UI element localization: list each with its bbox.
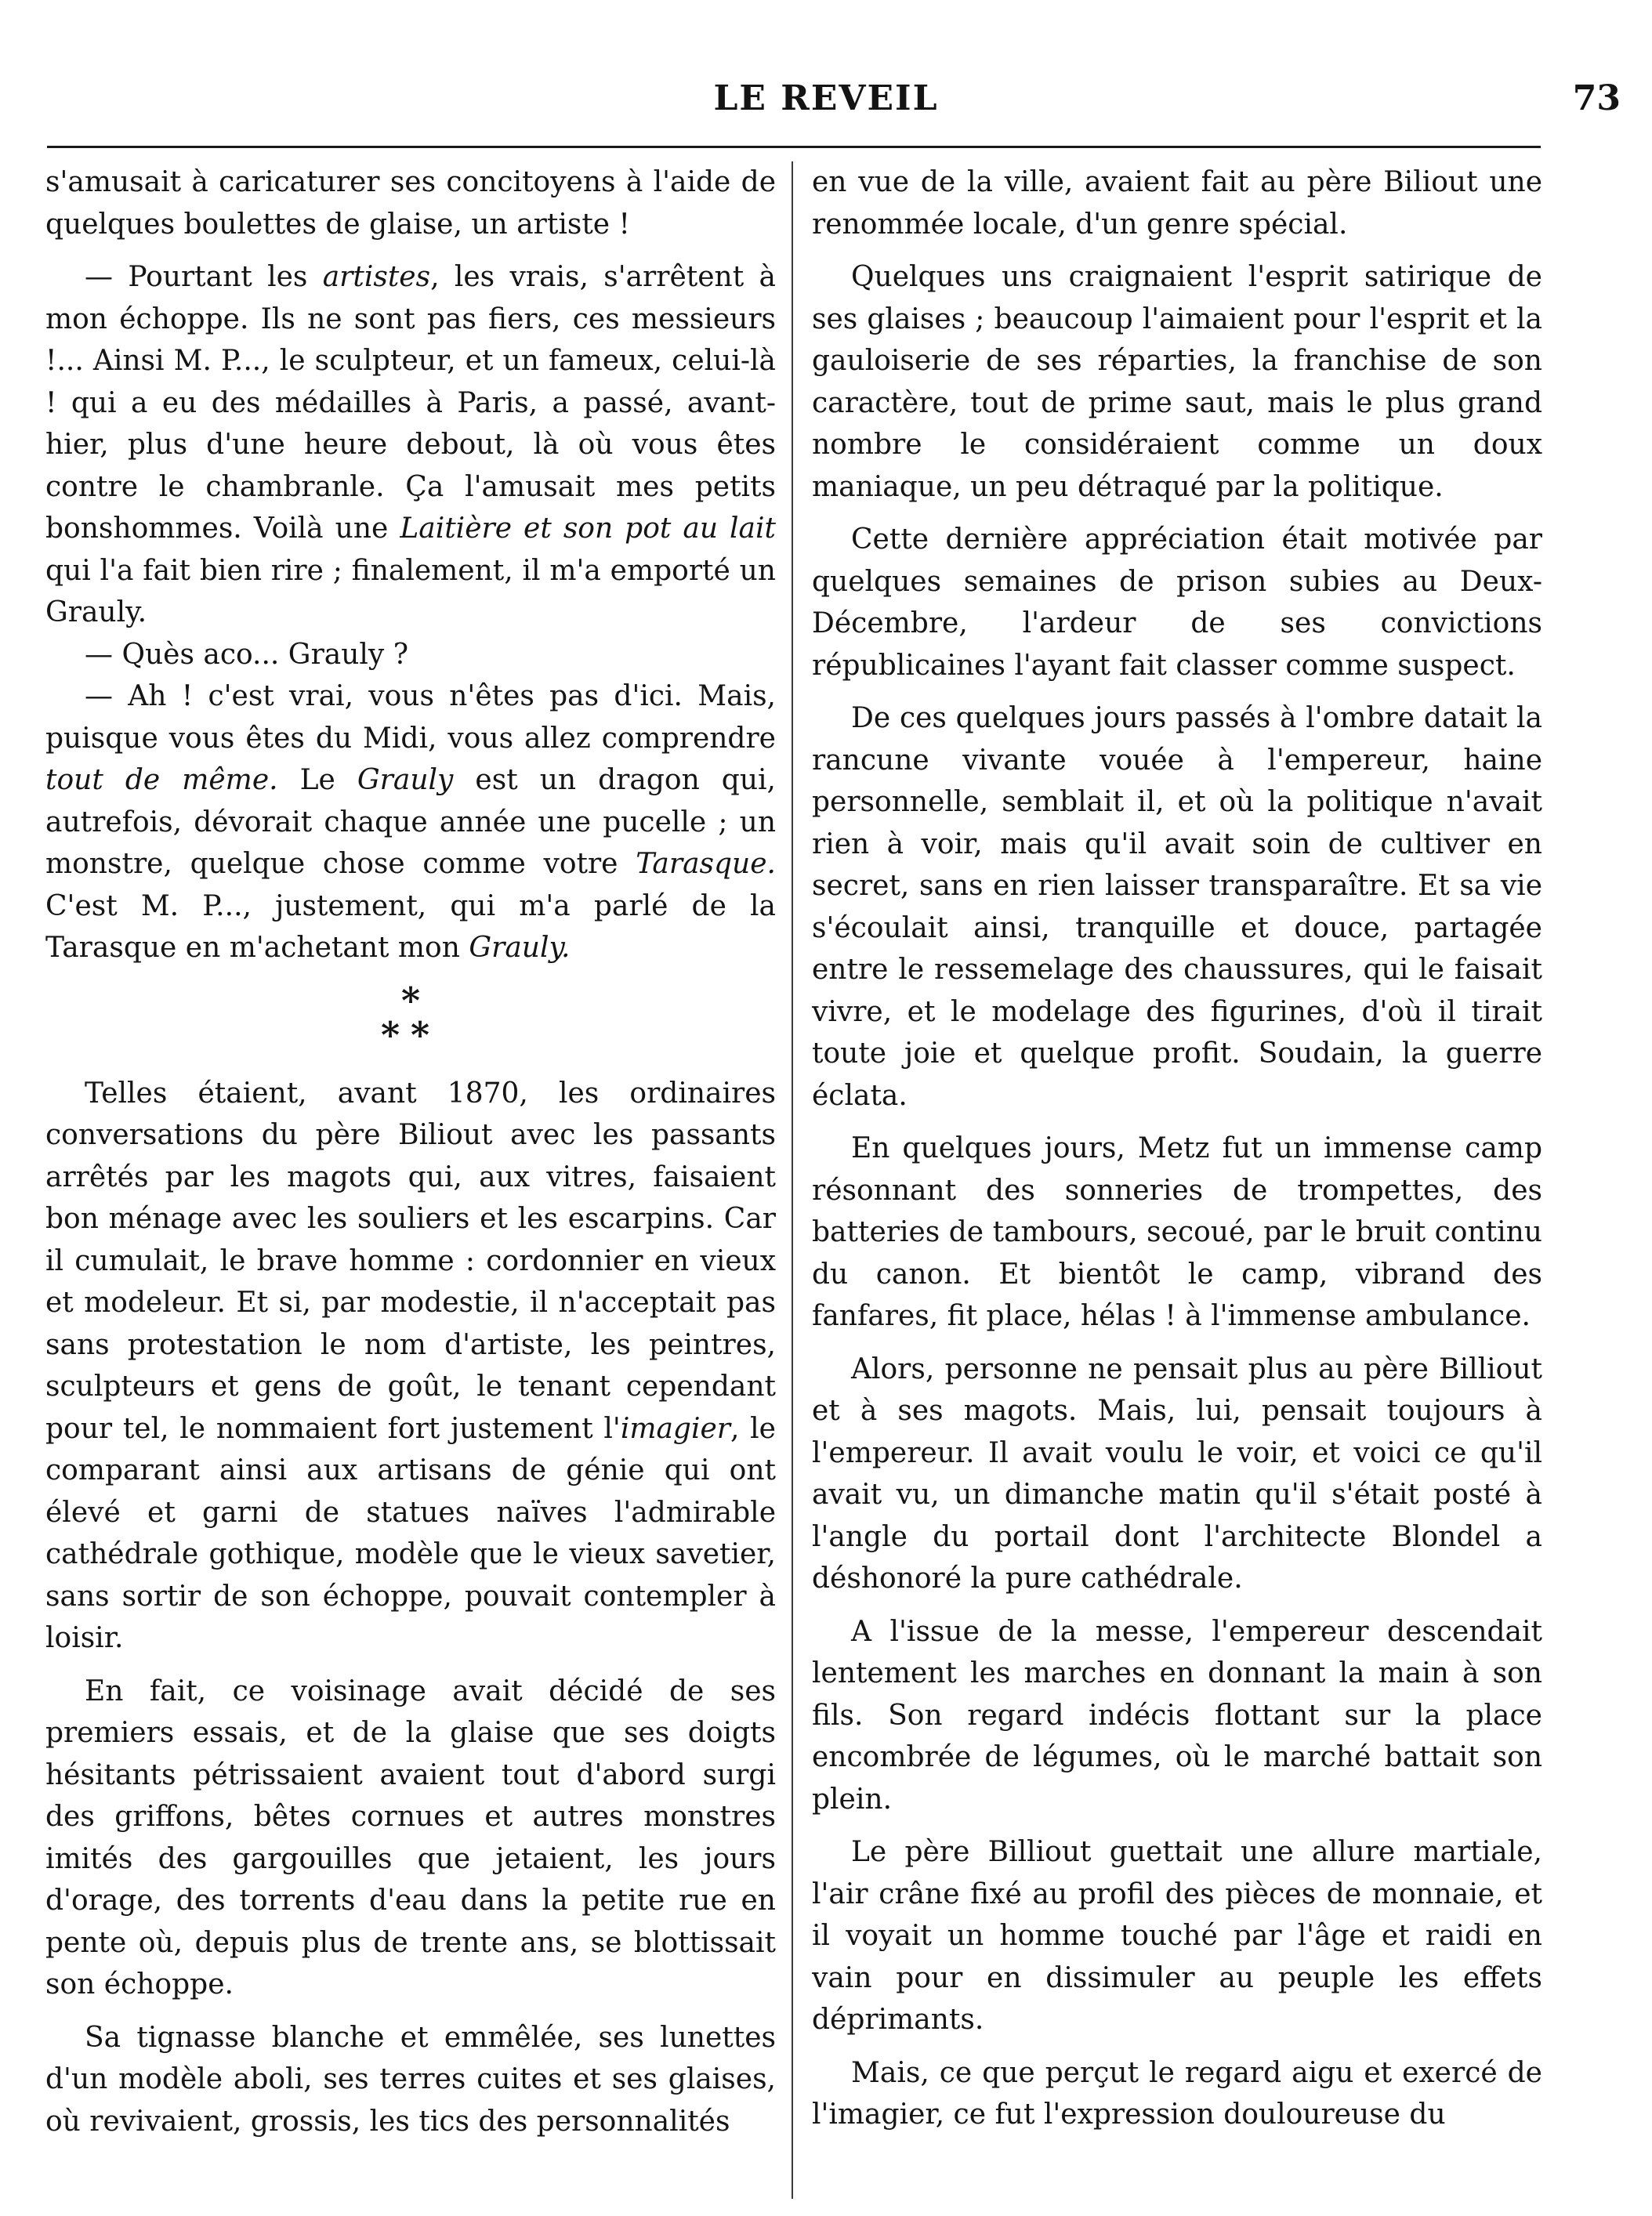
asterism-bottom: ** [380, 1013, 441, 1056]
left-paragraph-2 [45, 256, 776, 634]
left-paragraph-4 [45, 675, 776, 969]
left-paragraph-5 [45, 1073, 776, 1660]
right-paragraph-5: En quelques jours, Metz fut un immense camp résonnant des sonneries de trompettes, des batteries de tambours, secoué, par le bruit continu du canon. Et bientôt le camp, vibrand des fanfares, fit place, hélas ! à l'immense ambulance. [812, 1132, 1542, 1332]
right-paragraph-8: Le père Billiout guettait une allure martiale, l'air crâne fixé au profil des pièces de monnaie, et il voyait un homme touché par l'âge et raidi en vain pour en dissimuler au peuple les effets déprimants. [812, 1836, 1542, 2036]
italic-run: artistes [322, 261, 431, 293]
text-run: est un dragon qui, autrefois, dévorait chaque année une pucelle ; un monstre, quelque chose comme votre [45, 764, 776, 880]
text-run: qui l'a fait bien rire ; finalement, il m'a emporté un Grauly. [45, 554, 776, 628]
text-run: Telles étaient, avant 1870, les ordinaires conversations du père Biliout avec les passants arrêtés par les magots qui, aux vitres, faisaient bon ménage avec les souliers et les escarpins. Car il cumulait, le brave homme : cordonnier en vieux et modeleur. Et si, par modestie, il n'acceptait pas sans protestation le nom d'artiste, les peintres, sculpteurs et gens de goût, le tenant cependant pour tel, le nommaient fort justement l' [45, 1077, 776, 1445]
left-paragraph-6: En fait, ce voisinage avait décidé de ses premiers essais, et de la glaise que ses doigts hésitants pétrissaient avaient tout d'abord surgi des griffons, bêtes cornues et autres monstres imités des gargouilles que jetaient, les jours d'orage, des torrents d'eau dans la petite rue en pente où, depuis plus de trente ans, se blottissait son échoppe. [45, 1675, 776, 2001]
italic-run: Tarasque. [636, 848, 776, 880]
right-paragraph-3: Cette dernière appréciation était motivée par quelques semaines de prison subies au Deux-Décembre, l'ardeur de ses convictions républicaines l'ayant fait classer comme suspect. [812, 523, 1542, 682]
left-paragraph-1: s'amusait à caricaturer ses concitoyens à l'aide de quelques boulettes de glaise, un artiste ! [45, 166, 776, 241]
text-run: — Ah ! c'est vrai, vous n'êtes pas d'ici. Mais, puisque vous êtes du Midi, vous allez comprendre [45, 680, 776, 755]
right-paragraph-6: Alors, personne ne pensait plus au père Billiout et à ses magots. Mais, lui, pensait toujours à l'empereur. Il avait voulu le voir, et voici ce qu'il avait vu, un dimanche matin qu'il s'était posté à l'angle du portail dont l'architecte Blondel a déshonoré la pure cathédrale. [812, 1352, 1542, 1595]
left-paragraph-7: Sa tignasse blanche et emmêlée, ses lunettes d'un modèle aboli, ses terres cuites et ses glaises, où revivaient, grossis, les tics des personnalités [45, 2021, 776, 2138]
left-paragraph-3: — Quès aco... Grauly ? [85, 638, 409, 671]
section-break-asterism [45, 979, 776, 1056]
column-divider [792, 161, 793, 2199]
running-head [0, 78, 1652, 133]
asterism-top: * [400, 979, 421, 1022]
left-column [45, 161, 776, 2199]
header-rule [47, 146, 1541, 148]
italic-run: Laitière et son pot au lait [400, 512, 776, 545]
text-run: — Pourtant les [85, 261, 323, 293]
right-paragraph-7: A l'issue de la messe, l'empereur descendait lentement les marches en donnant la main à son fils. Son regard indécis flottant sur la place encombrée de légumes, où le marché battait son plein. [812, 1615, 1542, 1816]
right-paragraph-9: Mais, ce que perçut le regard aigu et exercé de l'imagier, ce fut l'expression douloureuse du [812, 2056, 1542, 2131]
text-run: Le [277, 764, 357, 796]
text-run: , le comparant ainsi aux artisans de génie qui ont élevé et garni de statues naïves l'admirable cathédrale gothique, modèle que le vieux savetier, sans sortir de son échoppe, pouvait contempler à loisir. [45, 1412, 776, 1654]
text-run: , les vrais, s'arrêtent à mon échoppe. Ils ne sont pas fiers, ces messieurs !... Ainsi M. P..., le sculpteur, et un fameux, celui-là ! qui a eu des médailles à Paris, a passé, avant-hier, plus d'une heure debout, là où vous êtes contre le chambranle. Ça l'amusait mes petits bonshommes. Voilà une [45, 261, 776, 545]
text-run: C'est M. P..., justement, qui m'a parlé de la Tarasque en m'achetant mon [45, 889, 776, 964]
italic-run: imagier [620, 1412, 730, 1445]
italic-run: tout de même. [45, 764, 278, 796]
right-column [812, 161, 1542, 2199]
italic-run: Grauly. [469, 932, 571, 964]
right-paragraph-1: en vue de la ville, avaient fait au père Biliout une renommée locale, d'un genre spécial. [812, 166, 1542, 241]
italic-run: Grauly [357, 764, 454, 796]
journal-title: LE REVEIL [713, 78, 939, 118]
right-paragraph-2: Quelques uns craignaient l'esprit satirique de ses glaises ; beaucoup l'aimaient pour l'esprit et la gauloiserie de ses réparties, la franchise de son caractère, tout de prime saut, mais le plus grand nombre le considéraient comme un doux maniaque, un peu détraqué par la politique. [812, 261, 1542, 503]
right-paragraph-4: De ces quelques jours passés à l'ombre datait la rancune vivante vouée à l'empereur, haine personnelle, semblait il, et où la politique n'avait rien à voir, mais qu'il avait soin de cultiver en secret, sans en rien laisser transparaître. Et sa vie s'écoulait ainsi, tranquille et douce, partagée entre le ressemelage des chaussures, qui le faisait vivre, et le modelage des figurines, d'où il tirait toute joie et quelque profit. Soudain, la guerre éclata. [812, 702, 1542, 1112]
page-number: 73 [1572, 78, 1621, 118]
